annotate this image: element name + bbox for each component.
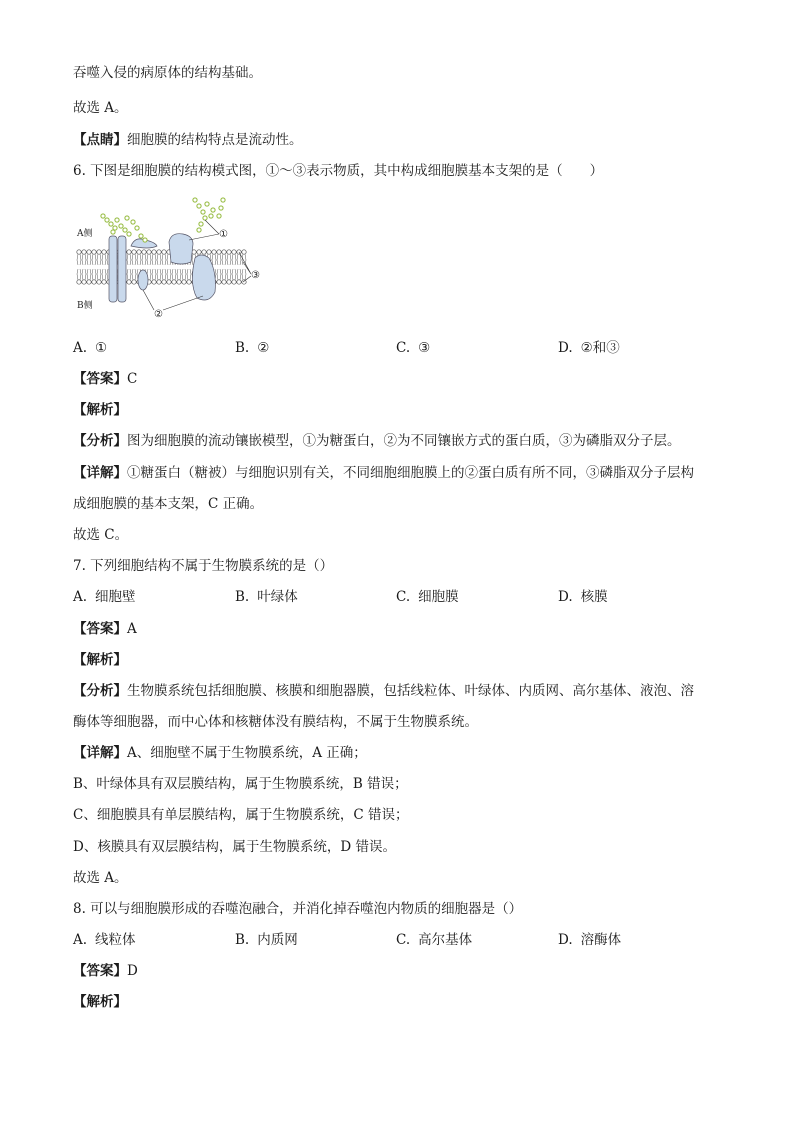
lipid-tail (182, 269, 186, 280)
lipid-tail (217, 269, 221, 280)
sugar-unit (193, 198, 197, 202)
lipid-head (92, 280, 96, 284)
lipid-head (172, 280, 176, 284)
lipid-tail (222, 269, 226, 280)
text-line: C、细胞膜具有单层膜结构，属于生物膜系统，C 错误； (73, 807, 409, 823)
text-line: 故选 A。 (73, 100, 128, 116)
transmembrane-protein (109, 236, 117, 302)
sugar-unit (139, 234, 143, 238)
option-c: C. 高尔基体 (396, 932, 473, 948)
lipid-tail (92, 269, 96, 280)
answer-value: D (127, 963, 138, 979)
text-line: D、核膜具有双层膜结构，属于生物膜系统，D 错误。 (73, 839, 396, 855)
transmembrane-protein (192, 255, 215, 300)
sugar-unit (109, 222, 113, 226)
lipid-tail (102, 254, 106, 265)
sugar-unit (123, 228, 127, 232)
lipid-head (162, 250, 166, 254)
lipid-tail (82, 254, 86, 265)
lipid-tail (127, 254, 131, 265)
option-b: B. 叶绿体 (235, 589, 298, 605)
lipid-head (217, 250, 221, 254)
lipid-head (77, 250, 81, 254)
text-line: 酶体等细胞器，而中心体和核糖体没有膜结构，不属于生物膜系统。 (73, 714, 478, 730)
lipid-head (197, 250, 201, 254)
sugar-unit (209, 214, 213, 218)
lipid-tail (142, 254, 146, 265)
option-d: D. 核膜 (558, 589, 608, 605)
lipid-tail (152, 269, 156, 280)
lipid-head (227, 250, 231, 254)
lipid-head (217, 280, 221, 284)
xiangjie-line: 【详解】①糖蛋白（糖被）与细胞识别有关，不同细胞细胞膜上的②蛋白质有所不同，③磷脂双分子层构 (73, 465, 694, 481)
lipid-head (102, 280, 106, 284)
text-line: 故选 A。 (73, 870, 128, 886)
label-3: ③ (251, 270, 260, 281)
lipid-tail (162, 254, 166, 265)
analysis-heading: 【解析】 (73, 994, 127, 1010)
sugar-chains (101, 198, 225, 242)
lipid-head (232, 280, 236, 284)
lipid-tail (87, 269, 91, 280)
lipid-head (132, 280, 136, 284)
lipid-tail (237, 269, 241, 280)
side-a-label: A侧 (77, 229, 93, 239)
lipid-tail (157, 269, 161, 280)
answer-line: 【答案】A (73, 621, 137, 637)
xiangjie-line: 【详解】A、细胞壁不属于生物膜系统，A 正确； (73, 745, 367, 761)
callout-1 (189, 220, 219, 240)
text-line: 吞噬入侵的病原体的结构基础。 (73, 65, 262, 81)
lipid-tail (232, 269, 236, 280)
sugar-unit (197, 228, 201, 232)
sugar-unit (219, 206, 223, 210)
lipid-head (82, 280, 86, 284)
tip-text: 细胞膜的结构特点是流动性。 (127, 132, 303, 148)
lipid-head (212, 250, 216, 254)
lipid-tail (237, 254, 241, 265)
callout-2 (143, 290, 203, 310)
lipid-head (147, 250, 151, 254)
question-7-options (73, 588, 773, 606)
side-b-label: B侧 (77, 301, 93, 311)
label-1: ① (219, 229, 228, 240)
lipid-tail (132, 254, 136, 265)
lipid-head (102, 250, 106, 254)
sugar-unit (143, 238, 147, 242)
sugar-unit (115, 218, 119, 222)
lipid-tail (87, 254, 91, 265)
lipid-head (77, 280, 81, 284)
embedded-protein (138, 270, 148, 290)
lipid-tail (227, 254, 231, 265)
lipid-tail (127, 269, 131, 280)
analysis-heading: 【解析】 (73, 402, 127, 418)
lipid-head (152, 280, 156, 284)
lipid-head (152, 250, 156, 254)
lipid-head (177, 280, 181, 284)
callout-3 (239, 252, 251, 282)
lipid-head (127, 280, 131, 284)
tip-tag: 【点睛】 (73, 132, 127, 148)
question-6-options (73, 339, 773, 357)
sugar-unit (211, 208, 215, 212)
lipid-tail (152, 254, 156, 265)
sugar-unit (221, 198, 225, 202)
sugar-unit (199, 222, 203, 226)
lipid-head (162, 280, 166, 284)
lipid-head (157, 250, 161, 254)
lipid-head (202, 250, 206, 254)
lipid-head (242, 250, 246, 254)
lipid-head (97, 250, 101, 254)
lipid-tail (212, 254, 216, 265)
lipid-head (227, 280, 231, 284)
sugar-unit (197, 204, 201, 208)
lipid-tail (82, 269, 86, 280)
lipid-head (87, 250, 91, 254)
lipid-tail (77, 269, 81, 280)
lipid-head (222, 280, 226, 284)
lipid-tail (217, 254, 221, 265)
answer-line: 【答案】C (73, 371, 138, 387)
sugar-unit (217, 214, 221, 218)
lipid-tail (167, 269, 171, 280)
sugar-unit (205, 202, 209, 206)
lipid-tail (242, 269, 246, 280)
answer-line: 【答案】D (73, 963, 138, 979)
fenxi-line: 【分析】图为细胞膜的流动镶嵌模型，①为糖蛋白，②为不同镶嵌方式的蛋白质，③为磷脂双分子层。 (73, 433, 681, 449)
lipid-tail (177, 269, 181, 280)
question-6-stem: 6. 下图是细胞膜的结构模式图，①～③表示物质，其中构成细胞膜基本支架的是（ ） (73, 163, 604, 179)
lipid-head (92, 250, 96, 254)
lipid-head (142, 250, 146, 254)
lipid-head (237, 280, 241, 284)
lipid-tail (227, 269, 231, 280)
lipid-head (182, 280, 186, 284)
lipid-head (97, 280, 101, 284)
option-a: A. ① (73, 340, 108, 356)
answer-value: C (127, 371, 138, 387)
lipid-tail (172, 269, 176, 280)
sugar-unit (101, 214, 105, 218)
lipid-tail (92, 254, 96, 265)
fenxi-line: 【分析】生物膜系统包括细胞膜、核膜和细胞器膜，包括线粒体、叶绿体、内质网、高尔基体、液泡、溶 (73, 683, 694, 699)
lipid-tail (162, 269, 166, 280)
option-c: C. ③ (396, 340, 431, 356)
option-d: D. ②和③ (558, 340, 620, 356)
lipid-head (137, 250, 141, 254)
lipid-head (187, 280, 191, 284)
lipid-tail (147, 254, 151, 265)
lipid-tail (132, 269, 136, 280)
option-a: A. 线粒体 (73, 932, 136, 948)
option-b: B. 内质网 (235, 932, 298, 948)
sugar-unit (127, 232, 131, 236)
sugar-unit (135, 226, 139, 230)
sugar-unit (131, 220, 135, 224)
text-line: 故选 C。 (73, 527, 129, 543)
transmembrane-protein (118, 236, 126, 302)
option-a: A. 细胞壁 (73, 589, 136, 605)
lipid-head (82, 250, 86, 254)
sugar-unit (203, 216, 207, 220)
lipid-tail (97, 269, 101, 280)
lipid-tail (77, 254, 81, 265)
lipid-head (222, 250, 226, 254)
lipid-head (127, 250, 131, 254)
lipid-head (87, 280, 91, 284)
phospholipid-bilayer (77, 250, 246, 284)
lipid-tail (97, 254, 101, 265)
text-line: 成细胞膜的基本支架，C 正确。 (73, 496, 264, 512)
lipid-tail (137, 254, 141, 265)
sugar-unit (125, 216, 129, 220)
lipid-tail (102, 269, 106, 280)
sugar-unit (201, 210, 205, 214)
question-8-stem: 8. 可以与细胞膜形成的吞噬泡融合，并消化掉吞噬泡内物质的细胞器是（） (73, 901, 523, 917)
lipid-head (207, 250, 211, 254)
lipid-tail (187, 269, 191, 280)
answer-value: A (127, 621, 137, 637)
analysis-heading: 【解析】 (73, 652, 127, 668)
text-line: B、叶绿体具有双层膜结构，属于生物膜系统，B 错误； (73, 776, 408, 792)
option-c: C. 细胞膜 (396, 589, 459, 605)
sugar-unit (119, 224, 123, 228)
lipid-head (232, 250, 236, 254)
lipid-head (132, 250, 136, 254)
membrane-proteins (109, 234, 215, 302)
option-d: D. 溶酶体 (558, 932, 622, 948)
lipid-head (167, 280, 171, 284)
lipid-head (157, 280, 161, 284)
sugar-unit (111, 230, 115, 234)
embedded-protein (169, 234, 193, 264)
lipid-tail (157, 254, 161, 265)
question-8-options (73, 931, 773, 949)
lipid-tail (232, 254, 236, 265)
sugar-unit (105, 218, 109, 222)
question-7-stem: 7. 下列细胞结构不属于生物膜系统的是（） (73, 558, 334, 574)
label-2: ② (154, 309, 163, 320)
tip-line (73, 131, 303, 149)
lipid-tail (222, 254, 226, 265)
option-b: B. ② (235, 340, 270, 356)
cell-membrane-diagram (73, 196, 273, 324)
